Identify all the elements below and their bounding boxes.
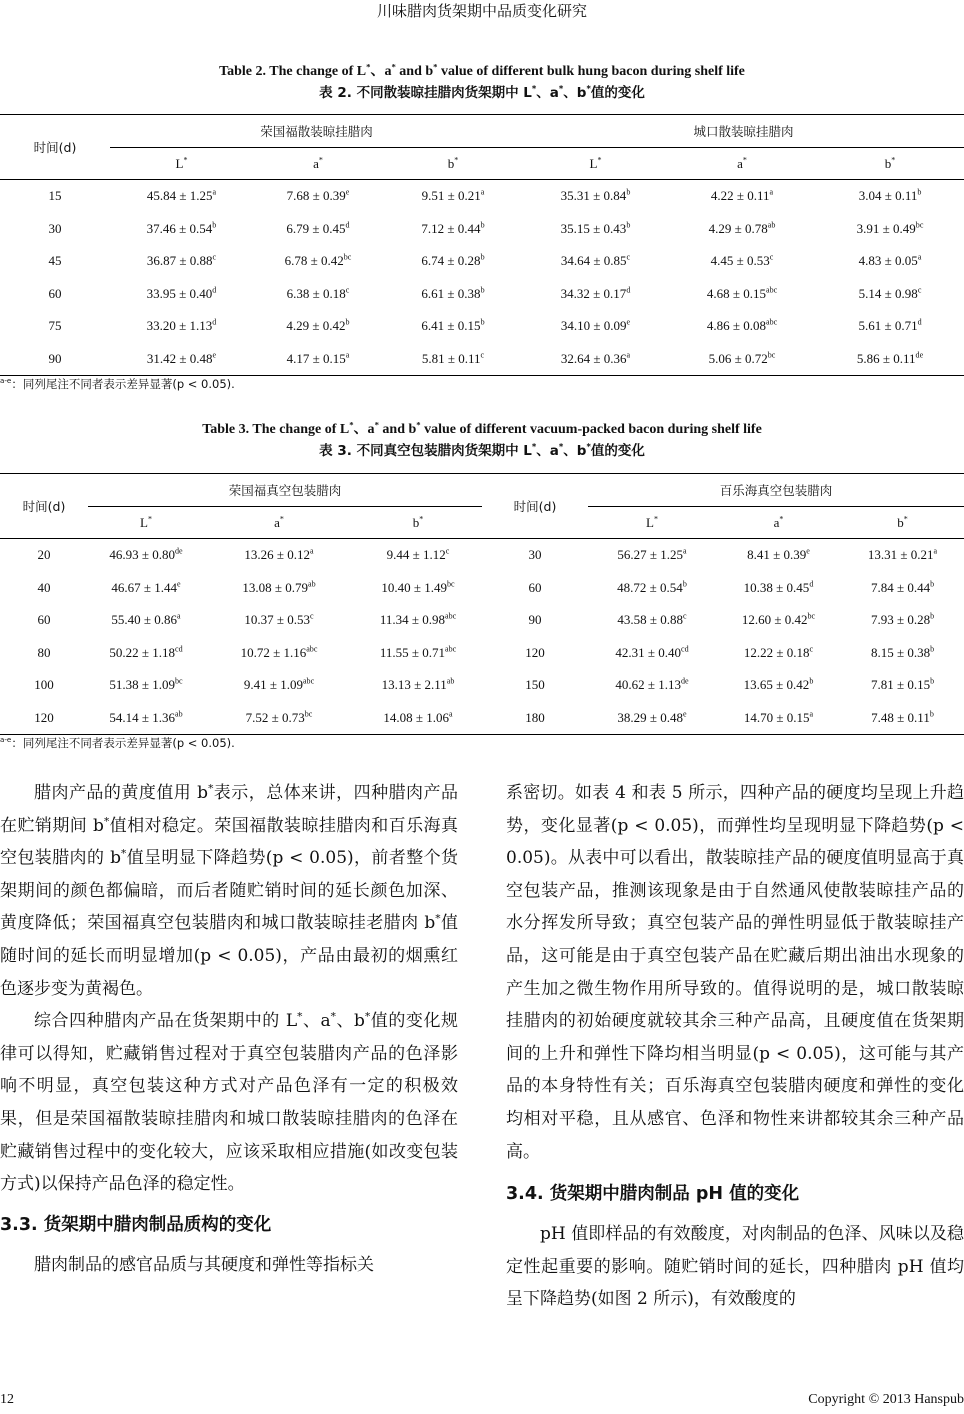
table3-row [0,669,964,702]
table-cell: 4.29 ± 0.78$^{ab}$ [708,220,776,236]
body-paragraph: pH 值即样品的有效酸度，对肉制品的色泽、风味以及稳定性起重要的影响。随贮销时间的延长，四种腊肉 pH 值均呈下降趋势(如图 2 所示)，有效酸度的 [506,1224,964,1310]
table-cell: 34.10 ± 0.09$^e$ [560,317,631,334]
left-column [0,777,458,1281]
table2 [0,114,964,376]
table-cell: 9.44 ± 1.12$^c$ [386,546,450,563]
table-cell: 4.29 ± 0.42$^b$ [286,317,350,334]
table2-subheader: b* [816,148,964,180]
table2-subheader: a* [253,148,383,180]
table3-subheader: L* [88,507,204,539]
table-cell: 7.68 ± 0.39$^e$ [286,187,350,204]
table-cell: 8.41 ± 0.39$^e$ [747,546,810,563]
table-cell: 14.70 ± 0.15$^a$ [716,702,841,735]
table-cell: 34.32 ± 0.17$^d$ [560,285,631,301]
table-cell: 4.68 ± 0.15$^{abc}$ [706,285,778,301]
table3-row [0,604,964,637]
page-number: 12 [0,1392,14,1407]
table-cell: 7.81 ± 0.15$^b$ [870,676,935,693]
table-cell: 5.81 ± 0.11$^c$ [383,343,523,376]
table-cell: 30 [528,547,542,563]
table2-note-sup: a-e [0,376,12,386]
section-heading-3-4: 3.4. 货架期中腊肉制品 pH 值的变化 [506,1184,800,1205]
table2-caption-en: Table 2. The change of L*、a* and b* value of different bulk hung bacon during shelf life [219,61,745,79]
table-cell: 35.15 ± 0.43$^b$ [560,220,631,236]
body-paragraph: 综合四种腊肉产品在货架期中的 L*、a*、b*值的变化规律可以得知，贮藏销售过程对于真空包装腊肉产品的色泽影响不明显，真空包装这种方式对产品色泽有一定的积极效果，但是荣国福散装晾挂腊肉和城口散装晾挂腊肉的色泽在贮藏销售过程中的变化较大，应该采取相应措施(如改变包装方式)以保持产品色泽的稳定性。 [0,1010,459,1195]
table3-row [0,539,964,572]
table-cell: 40 [37,579,51,595]
table2-group2-header: 城口散装晾挂腊肉 [523,115,964,148]
table-cell: 9.51 ± 0.21$^a$ [421,187,485,204]
body-paragraph: 腊肉产品的黄度值用 b*表示，总体来讲，四种腊肉产品在贮销期间 b*值相对稳定。荣国福散装晾挂腊肉和百乐海真空包装腊肉的 b*值呈明显下降趋势(p < 0.05)，前者整个货架期间的颜色都偏暗，而后者随贮销时间的延长颜色加深、黄度降低；荣国福真空包装腊肉和城口散装晾挂老腊肉 b*值随时间的延长而明显增加(p < 0.05)，产品由最初的烟熏红色逐步变为黄褐色。 [0,782,459,999]
table3-note [0,735,235,751]
table2-row [0,180,964,213]
table2-row [0,278,964,311]
table-cell: 10.72 ± 1.16$^{abc}$ [240,644,318,660]
table-cell: 60 [528,579,542,595]
table-cell: 10.37 ± 0.53$^c$ [244,611,314,628]
table-cell: 9.41 ± 1.09$^{abc}$ [243,676,315,693]
table2-time-header: 时间(d) [0,115,110,180]
table-cell: 13.08 ± 0.79$^{ab}$ [242,579,316,595]
table3-row [0,702,964,735]
table-cell: 6.61 ± 0.38$^b$ [421,285,485,301]
table-cell: 15 [48,188,62,204]
table-cell: 7.93 ± 0.28$^b$ [870,611,935,628]
table-cell: 51.38 ± 1.09$^{bc}$ [109,676,183,693]
table-cell: 100 [34,677,54,693]
table2-group1-header: 荣国福散装晾挂腊肉 [110,115,523,148]
table-cell: 4.22 ± 0.11$^a$ [710,187,774,204]
table-cell: 6.78 ± 0.42$^{bc}$ [284,252,352,269]
table-cell: 6.79 ± 0.45$^d$ [286,220,350,236]
table3-subheader: b* [841,507,964,539]
table-cell: 55.40 ± 0.86$^a$ [111,611,181,628]
table-cell: 54.14 ± 1.36$^{ab}$ [88,702,204,735]
table-cell: 8.15 ± 0.38$^b$ [870,644,935,660]
table2-row [0,343,964,376]
table2-row [0,213,964,246]
table-cell: 4.86 ± 0.08$^{abc}$ [706,317,778,334]
table-cell: 20 [37,547,51,563]
table-cell: 60 [48,285,62,301]
table-cell: 6.41 ± 0.15$^b$ [421,317,485,334]
table-cell: 13.26 ± 0.12$^a$ [244,546,314,563]
table-cell: 13.31 ± 0.21$^a$ [867,546,938,563]
table-cell: 36.87 ± 0.88$^c$ [146,252,217,269]
table-cell: 56.27 ± 1.25$^a$ [617,546,687,563]
table-cell: 90 [528,612,542,628]
table3-row [0,637,964,670]
table-cell: 150 [525,677,545,693]
table2-subheader: L* [523,148,668,180]
table3 [0,473,964,735]
table-cell: 3.91 ± 0.49$^{bc}$ [856,220,924,236]
table3-subheader: L* [588,507,716,539]
table3-subheader: a* [204,507,354,539]
table3-note-text: ：同列尾注不同者表示差异显著(p < 0.05). [11,736,235,750]
table-cell: 30 [48,220,62,236]
table3-row [0,572,964,605]
table-cell: 80 [37,644,51,660]
table-cell: 180 [482,702,588,735]
table-cell: 13.65 ± 0.42$^b$ [743,676,814,693]
body-paragraph: 腊肉制品的感官品质与其硬度和弹性等指标关 [34,1254,374,1275]
table2-row [0,245,964,278]
table-cell: 42.31 ± 0.40$^{cd}$ [615,644,689,660]
table3-subheader: b* [354,507,482,539]
table-cell: 48.72 ± 0.54$^b$ [617,579,687,595]
table-cell: 10.40 ± 1.49$^{bc}$ [381,579,455,595]
table3-caption-en: Table 3. The change of L*、a* and b* value of different vacuum-packed bacon during shelf life [202,419,762,437]
table3-group1-header: 荣国福真空包装腊肉 [88,474,482,507]
table-cell: 33.95 ± 0.40$^d$ [146,285,217,301]
table2-note [0,376,235,392]
table-cell: 3.04 ± 0.11$^b$ [858,187,922,204]
right-column [506,777,964,1316]
table3-time-header-2: 时间(d) [482,474,588,539]
table-cell: 12.22 ± 0.18$^c$ [743,644,814,660]
table-cell: 43.58 ± 0.88$^c$ [617,611,687,628]
table3-caption-zh: 表 3. 不同真空包装腊肉货架期中 L*、a*、b*值的变化 [319,441,645,459]
table3-subheader: a* [716,507,841,539]
table-cell: 35.31 ± 0.84$^b$ [560,187,631,204]
section-heading-3-3: 3.3. 货架期中腊肉制品质构的变化 [0,1214,272,1235]
table-cell: 45.84 ± 1.25$^a$ [146,187,217,204]
table2-note-text: ：同列尾注不同者表示差异显著(p < 0.05). [11,377,235,391]
table-cell: 4.17 ± 0.15$^a$ [253,343,383,376]
table-cell: 5.86 ± 0.11de [816,343,964,376]
body-paragraph: 系密切。如表 4 和表 5 所示，四种产品的硬度均呈现上升趋势，变化显著(p < 0.05)，而弹性均呈现明显下降趋势(p < 0.05)。从表中可以看出，散装晾挂产品的硬度值明显高于真空包装产品，推测该现象是由于自然通风使散装晾挂产品的水分挥发所导致；真空包装产品的弹性明显低于散装晾挂产品，这可能是由于真空包装产品在贮藏后期出油出水现象的产生加之微生物作用所导致的。值得说明的是，城口散装晾挂腊肉的初始硬度就较其余三种产品高，且硬度值在货架期间的上升和弹性下降均相当明显(p < 0.05)，这可能与其产品的本身特性有关；百乐海真空包装腊肉硬度和弹性的变化均相对平稳，且从感官、色泽和物性来讲都较其余三种产品高。 [506,783,964,1162]
table-cell: 90 [0,343,110,376]
table-cell: 75 [48,318,62,334]
table-cell: 7.84 ± 0.44$^b$ [870,579,935,595]
table-cell: 120 [0,702,88,735]
table2-row [0,310,964,343]
table3-group2-header: 百乐海真空包装腊肉 [588,474,964,507]
table-cell: 46.67 ± 1.44$^e$ [111,579,181,595]
table-cell: 12.60 ± 0.42$^{bc}$ [741,611,816,628]
table-cell: 40.62 ± 1.13de [615,676,689,693]
table2-subheader: b* [383,148,523,180]
table-cell: 120 [525,644,545,660]
table-cell: 7.48 ± 0.11$^b$ [841,702,964,735]
table-cell: 14.08 ± 1.06$^a$ [354,702,482,735]
running-header: 川味腊肉货架期中品质变化研究 [376,2,587,20]
table2-caption-zh: 表 2. 不同散装晾挂腊肉货架期中 L*、a*、b*值的变化 [319,83,645,101]
table-cell: 32.64 ± 0.36$^a$ [523,343,668,376]
table-cell: 6.74 ± 0.28$^b$ [421,252,485,269]
table-cell: 13.13 ± 2.11$^{ab}$ [381,676,455,693]
table-cell: 45 [48,253,62,269]
table-cell: 7.52 ± 0.73$^{bc}$ [204,702,354,735]
table-cell: 60 [37,612,51,628]
table-cell: 4.83 ± 0.05$^a$ [858,252,922,269]
table-cell: 7.12 ± 0.44$^b$ [421,220,485,236]
table-cell: 34.64 ± 0.85$^c$ [560,252,631,269]
table-cell: 10.38 ± 0.45$^d$ [743,579,814,595]
table-cell: 11.34 ± 0.98$^{abc}$ [379,611,457,628]
table-cell: 11.55 ± 0.71$^{abc}$ [379,644,457,660]
table-cell: 4.45 ± 0.53$^c$ [710,252,774,269]
table-cell: 5.06 ± 0.72$^{bc}$ [668,343,816,376]
table-cell: 38.29 ± 0.48$^e$ [588,702,716,735]
table-cell: 5.61 ± 0.71$^d$ [858,317,922,334]
table-cell: 5.14 ± 0.98$^c$ [858,285,922,301]
table3-time-header: 时间(d) [0,474,88,539]
table-cell: 46.93 ± 0.80de [109,546,183,563]
table-cell: 33.20 ± 1.13$^d$ [146,317,217,334]
table2-subheader: L* [110,148,253,180]
table-cell: 31.42 ± 0.48$^e$ [110,343,253,376]
table-cell: 37.46 ± 0.54$^b$ [146,220,217,236]
table2-subheader: a* [668,148,816,180]
table-cell: 50.22 ± 1.18$^{cd}$ [109,644,183,660]
table3-note-sup: a-e [0,735,12,745]
copyright: Copyright © 2013 Hanspub [808,1392,964,1407]
table-cell: 6.38 ± 0.18$^c$ [286,285,350,301]
